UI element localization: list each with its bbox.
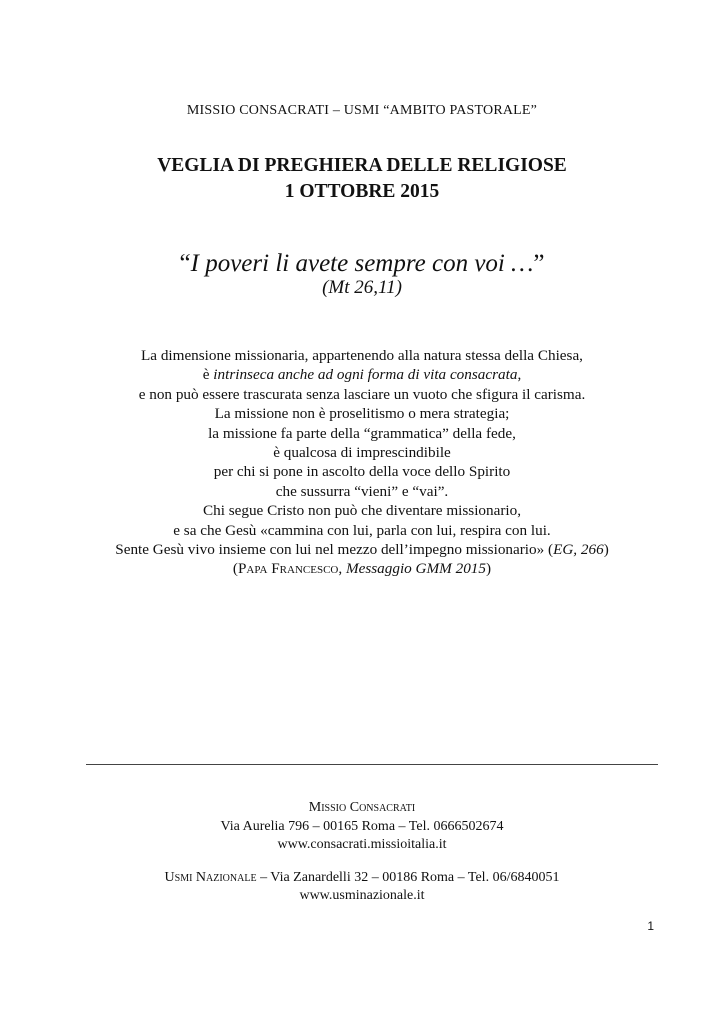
document-title [0,153,724,205]
body-line: La missione non è proselitismo o mera strategia; [214,405,510,423]
body-line: che sussurra “vieni” e “vai”. [275,482,449,500]
org1-address: Via Aurelia 796 – 00165 Roma – Tel. 0666502674 [220,818,504,834]
quote-close-mark: ” [533,250,545,277]
scripture-quote [0,249,724,279]
body-line: e non può essere trascurata senza lasciare un vuoto che sfigura il carisma. [138,385,586,403]
org2-name: Usmi Nazionale [164,869,257,885]
body-line: Sente Gesù vivo insieme con lui nel mezzo dell’impegno missionario» (EG, 266) [115,541,609,559]
quote-open-mark: “ [179,250,191,277]
org2-website[interactable]: www.usminazionale.it [299,888,425,904]
body-line: per chi si pone in ascolto della voce dello Spirito [213,463,511,481]
footer-divider [86,764,658,765]
body-line: Chi segue Cristo non può che diventare missionario, [202,502,522,520]
document-header: MISSIO CONSACRATI – USMI “AMBITO PASTORALE” [186,103,538,118]
citation-source: Messaggio GMM 2015 [345,560,486,578]
title-line-1: VEGLIA DI PREGHIERA DELLE RELIGIOSE [157,155,567,176]
body-line: è qualcosa di imprescindibile [273,444,451,462]
body-text [0,346,724,579]
scripture-reference: (Mt 26,11) [322,277,402,298]
body-line: La dimensione missionaria, appartenendo alla natura stessa della Chiesa, [141,347,583,364]
quote-text: I poveri li avete sempre con voi … [190,250,534,277]
page-number: 1 [647,919,654,933]
citation-line: (Papa Francesco, Messaggio GMM 2015) [232,560,492,578]
org1-website[interactable]: www.consacrati.missioitalia.it [277,837,447,853]
body-line: è intrinseca anche ad ogni forma di vita consacrata, [202,366,522,384]
title-line-2: 1 OTTOBRE 2015 [284,181,440,202]
org2-line [0,869,724,888]
body-line: la missione fa parte della “grammatica” della fede, [208,424,516,442]
org2-address: – Via Zanardelli 32 – 00186 Roma – Tel. 06/6840051 [256,869,560,885]
citation-author: Papa Francesco [237,560,339,578]
org1-name: Missio Consacrati [308,800,416,815]
body-line: e sa che Gesù «cammina con lui, parla con lui, respira con lui. [173,521,551,539]
footer-contacts [0,799,724,906]
